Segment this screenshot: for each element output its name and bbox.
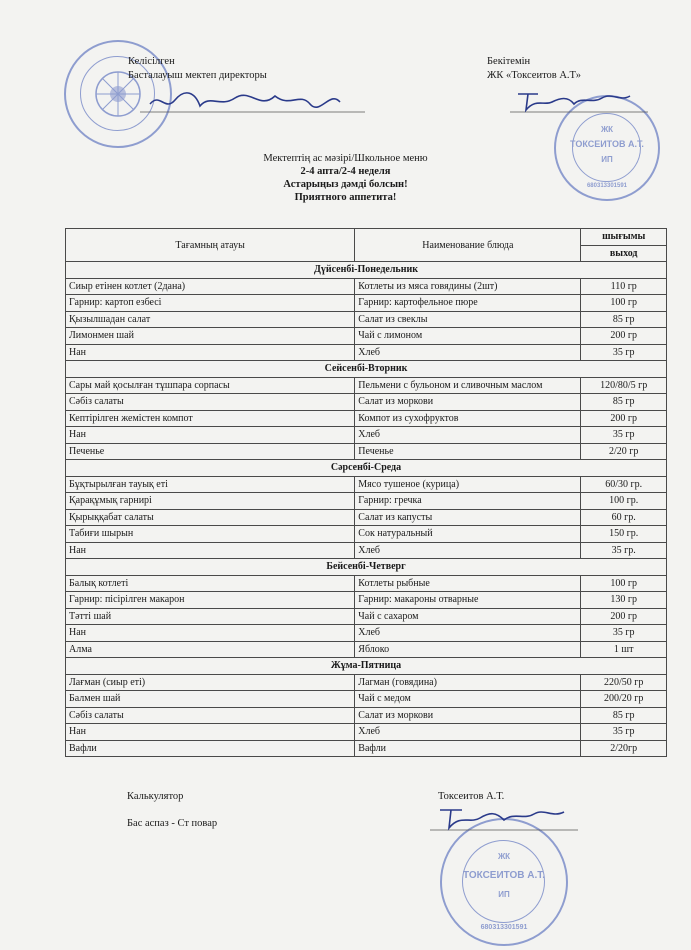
title-line-3: Астарыңыз дәмді болсын! xyxy=(283,179,408,190)
day-row xyxy=(66,658,667,675)
table-row xyxy=(66,625,667,642)
dish-name-ru: Салат из капусты xyxy=(355,509,581,526)
table-row xyxy=(66,707,667,724)
dish-qty: 60 гр. xyxy=(581,509,667,526)
menu-title xyxy=(0,152,691,204)
dish-qty: 100 гр. xyxy=(581,493,667,510)
dish-name-ru: Гарнир: гречка xyxy=(355,493,581,510)
title-line-2: 2-4 апта/2-4 неделя xyxy=(300,166,391,177)
dish-qty: 110 гр xyxy=(581,278,667,295)
dish-name-kz: Нан xyxy=(66,542,355,559)
col-header-ru: Наименование блюда xyxy=(355,229,581,262)
dish-name-kz: Балмен шай xyxy=(66,691,355,708)
dish-name-ru: Печенье xyxy=(355,443,581,460)
dish-qty: 35 гр xyxy=(581,427,667,444)
col-header-qty-ru: выход xyxy=(581,245,667,262)
dish-name-kz: Қызылшадан салат xyxy=(66,311,355,328)
director-label: Басталауыш мектеп директоры xyxy=(128,70,267,81)
dish-name-kz: Нан xyxy=(66,344,355,361)
chef-label: Бас аспаз - Ст повар xyxy=(127,818,218,829)
day-name: Сейсенбі-Вторник xyxy=(66,361,667,378)
dish-name-kz: Сары май қосылған тұшпара сорпасы xyxy=(66,377,355,394)
dish-name-kz: Қырыққабат салаты xyxy=(66,509,355,526)
ip-label: ЖК «Токсеитов А.Т» xyxy=(487,70,581,81)
dish-name-kz: Бұқтырылған тауық еті xyxy=(66,476,355,493)
day-row xyxy=(66,361,667,378)
ip-stamp-bottom xyxy=(440,818,568,946)
dish-name-ru: Гарнир: макароны отварные xyxy=(355,592,581,609)
dish-name-kz: Гарнир: картоп езбесі xyxy=(66,295,355,312)
stamp-top-label: ЖК xyxy=(600,125,614,134)
dish-qty: 85 гр xyxy=(581,707,667,724)
dish-name-ru: Яблоко xyxy=(355,641,581,658)
dish-qty: 2/20гр xyxy=(581,740,667,757)
table-row xyxy=(66,691,667,708)
dish-name-ru: Компот из сухофруктов xyxy=(355,410,581,427)
dish-qty: 200 гр xyxy=(581,410,667,427)
director-signature xyxy=(140,82,370,122)
day-row xyxy=(66,559,667,576)
table-row xyxy=(66,443,667,460)
stamp-top-label: ЖК xyxy=(497,852,511,861)
dish-name-ru: Хлеб xyxy=(355,427,581,444)
calc-name: Токсеитов А.Т. xyxy=(438,791,505,802)
table-row xyxy=(66,410,667,427)
dish-qty: 35 гр xyxy=(581,625,667,642)
table-row xyxy=(66,509,667,526)
dish-name-kz: Сәбіз салаты xyxy=(66,707,355,724)
agreed-label: Келісілген xyxy=(128,56,175,67)
table-row xyxy=(66,476,667,493)
dish-name-kz: Печенье xyxy=(66,443,355,460)
dish-qty: 100 гр xyxy=(581,295,667,312)
dish-name-ru: Лагман (говядина) xyxy=(355,674,581,691)
dish-name-ru: Вафли xyxy=(355,740,581,757)
table-row xyxy=(66,344,667,361)
table-row xyxy=(66,328,667,345)
dish-qty: 120/80/5 гр xyxy=(581,377,667,394)
dish-qty: 85 гр xyxy=(581,311,667,328)
table-row xyxy=(66,311,667,328)
table-row xyxy=(66,493,667,510)
dish-qty: 35 гр xyxy=(581,344,667,361)
table-row xyxy=(66,641,667,658)
day-row xyxy=(66,460,667,477)
dish-name-kz: Балық котлеті xyxy=(66,575,355,592)
dish-qty: 200 гр xyxy=(581,328,667,345)
calculator-signature xyxy=(430,804,580,836)
dish-qty: 2/20 гр xyxy=(581,443,667,460)
day-name: Сәрсенбі-Среда xyxy=(66,460,667,477)
ip-signature-top xyxy=(510,88,650,118)
stamp-bottom-label: ИП xyxy=(498,890,510,899)
dish-name-kz: Нан xyxy=(66,724,355,741)
dish-name-kz: Нан xyxy=(66,625,355,642)
table-row xyxy=(66,295,667,312)
stamp-bottom-label: ИП xyxy=(601,155,613,164)
table-row xyxy=(66,526,667,543)
col-header-qty-kz: шығымы xyxy=(581,229,667,246)
day-name: Бейсенбі-Четверг xyxy=(66,559,667,576)
dish-name-ru: Пельмени с бульоном и сливочным маслом xyxy=(355,377,581,394)
approve-label: Бекітемін xyxy=(487,56,531,67)
dish-qty: 130 гр xyxy=(581,592,667,609)
dish-name-kz: Кептірілген жемістен компот xyxy=(66,410,355,427)
title-line-1: Мектептің ас мәзірі/Школьное меню xyxy=(263,153,428,164)
dish-name-ru: Чай с медом xyxy=(355,691,581,708)
dish-name-kz: Тәтті шай xyxy=(66,608,355,625)
dish-name-ru: Салат из свеклы xyxy=(355,311,581,328)
dish-name-kz: Сиыр етінен котлет (2дана) xyxy=(66,278,355,295)
dish-qty: 60/30 гр. xyxy=(581,476,667,493)
stamp-name: ТОКСЕИТОВ А.Т. xyxy=(570,139,644,149)
table-row xyxy=(66,592,667,609)
menu-table xyxy=(65,228,667,757)
dish-qty: 100 гр xyxy=(581,575,667,592)
table-row xyxy=(66,542,667,559)
table-row xyxy=(66,427,667,444)
dish-name-ru: Гарнир: картофельное пюре xyxy=(355,295,581,312)
stamp-number: 680313301591 xyxy=(586,183,628,189)
col-header-kz: Тағамның атауы xyxy=(66,229,355,262)
dish-name-ru: Салат из моркови xyxy=(355,394,581,411)
dish-name-kz: Табиғи шырын xyxy=(66,526,355,543)
dish-name-kz: Алма xyxy=(66,641,355,658)
dish-name-kz: Лағман (сиыр еті) xyxy=(66,674,355,691)
approval-left xyxy=(128,55,267,83)
dish-name-ru: Чай с лимоном xyxy=(355,328,581,345)
table-row xyxy=(66,377,667,394)
table-row xyxy=(66,278,667,295)
dish-name-kz: Қарақұмық гарнирі xyxy=(66,493,355,510)
table-row xyxy=(66,575,667,592)
calc-label: Калькулятор xyxy=(127,791,184,802)
dish-name-ru: Хлеб xyxy=(355,625,581,642)
dish-name-ru: Салат из моркови xyxy=(355,707,581,724)
day-row xyxy=(66,262,667,279)
dish-name-ru: Чай с сахаром xyxy=(355,608,581,625)
dish-qty: 220/50 гр xyxy=(581,674,667,691)
table-row xyxy=(66,724,667,741)
dish-qty: 35 гр xyxy=(581,724,667,741)
menu-body xyxy=(66,262,667,757)
table-row xyxy=(66,674,667,691)
title-line-4: Приятного аппетита! xyxy=(294,192,397,203)
dish-name-ru: Мясо тушеное (курица) xyxy=(355,476,581,493)
dish-name-kz: Сәбіз салаты xyxy=(66,394,355,411)
dish-name-ru: Котлеты рыбные xyxy=(355,575,581,592)
dish-qty: 35 гр. xyxy=(581,542,667,559)
table-row xyxy=(66,740,667,757)
approval-right xyxy=(487,55,581,83)
stamp-name: ТОКСЕИТОВ А.Т. xyxy=(462,870,546,881)
table-row xyxy=(66,394,667,411)
dish-name-kz: Лимонмен шай xyxy=(66,328,355,345)
dish-name-ru: Хлеб xyxy=(355,724,581,741)
day-name: Дүйсенбі-Понедельник xyxy=(66,262,667,279)
dish-name-kz: Гарнир: пісірілген макарон xyxy=(66,592,355,609)
dish-qty: 200 гр xyxy=(581,608,667,625)
dish-name-ru: Котлеты из мяса говядины (2шт) xyxy=(355,278,581,295)
dish-qty: 200/20 гр xyxy=(581,691,667,708)
dish-qty: 150 гр. xyxy=(581,526,667,543)
day-name: Жұма-Пятница xyxy=(66,658,667,675)
dish-qty: 85 гр xyxy=(581,394,667,411)
dish-name-ru: Хлеб xyxy=(355,344,581,361)
dish-name-ru: Хлеб xyxy=(355,542,581,559)
dish-name-ru: Сок натуральный xyxy=(355,526,581,543)
stamp-number: 680313301591 xyxy=(480,924,528,931)
table-row xyxy=(66,608,667,625)
dish-name-kz: Вафли xyxy=(66,740,355,757)
dish-qty: 1 шт xyxy=(581,641,667,658)
dish-name-kz: Нан xyxy=(66,427,355,444)
menu-table-wrap xyxy=(65,228,667,757)
